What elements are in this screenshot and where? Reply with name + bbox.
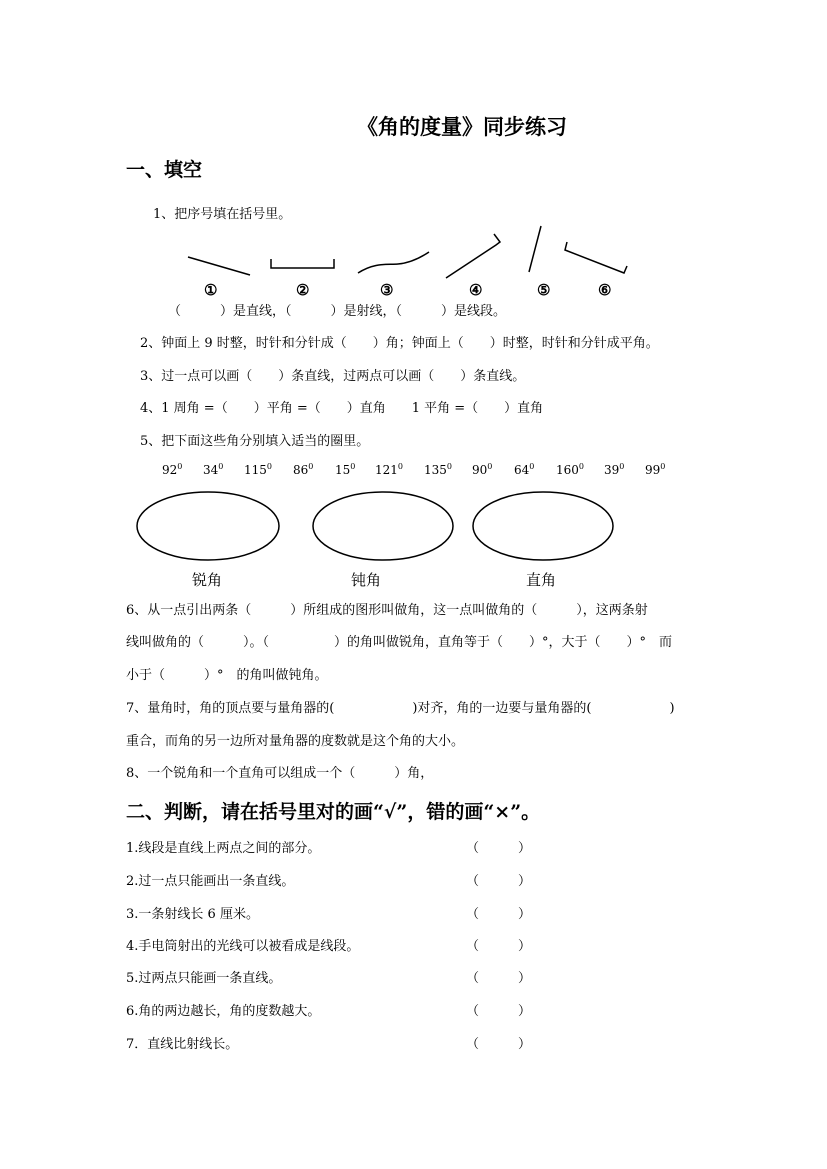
degree-value: $64^0$ [514, 462, 535, 477]
question-6-line2: 线叫做角的（ ）。（ ）的角叫做锐角，直角等于（ ）°，大于（ ）° 而 [126, 635, 673, 650]
judgment-item-7: 7．直线比射线长。 [126, 1037, 239, 1052]
figure-5-line [529, 226, 541, 272]
answer-paren[interactable]: （ ） [466, 1037, 532, 1052]
right-circle [473, 492, 613, 560]
figure-label-4: ④ [469, 281, 483, 299]
answer-paren[interactable]: （ ） [466, 939, 532, 954]
degree-value: $90^0$ [472, 462, 493, 477]
figure-4-ray [446, 234, 500, 278]
degree-value: $15^0$ [335, 462, 356, 477]
figure-label-3: ③ [380, 281, 394, 299]
degree-value: $92^0$ [162, 462, 183, 477]
figure-label-6: ⑥ [598, 281, 612, 299]
question-4: 4、1 周角 =（ ）平角 =（ ）直角 1 平角 =（ ）直角 [140, 401, 544, 416]
degree-value: $121^0$ [375, 462, 403, 477]
obtuse-circle [313, 492, 453, 560]
answer-paren[interactable]: （ ） [466, 907, 532, 922]
judgment-item-5: 5.过两点只能画一条直线。 [126, 971, 282, 986]
section1-heading: 一、填空 [126, 159, 203, 181]
q1-answer-line: （ ）是直线，（ ）是射线，（ ）是线段。 [168, 304, 507, 319]
degree-value: $160^0$ [556, 462, 584, 477]
figure-1-segment [188, 257, 250, 275]
obtuse-label: 钝角 [351, 571, 382, 589]
question-5-prompt: 5、把下面这些角分别填入适当的圈里。 [140, 434, 370, 449]
question-3: 3、过一点可以画（ ）条直线，过两点可以画（ ）条直线。 [140, 369, 526, 384]
degree-value: $135^0$ [424, 462, 452, 477]
question-6-line3: 小于（ ）° 的角叫做钝角。 [126, 668, 328, 683]
judgment-item-3: 3.一条射线长 6 厘米。 [126, 907, 259, 922]
figure-label-2: ② [296, 281, 310, 299]
question-6-line1: 6、从一点引出两条（ ）所组成的图形叫做角，这一点叫做角的（ ），这两条射 [126, 603, 648, 618]
answer-paren[interactable]: （ ） [466, 1004, 532, 1019]
line-figures [0, 0, 827, 300]
page-title: 《角的度量》同步练习 [357, 114, 567, 139]
degree-value: $99^0$ [645, 462, 666, 477]
figure-label-1: ① [204, 281, 218, 299]
right-angle-label: 直角 [526, 571, 557, 589]
question-7-line2: 重合，而角的另一边所对量角器的度数就是这个角的大小。 [126, 734, 465, 749]
degree-value: $34^0$ [203, 462, 224, 477]
question-8: 8、一个锐角和一个直角可以组成一个（ ）角， [126, 766, 434, 781]
figure-6-bracket-ray [565, 242, 627, 273]
degree-value: $39^0$ [604, 462, 625, 477]
figure-2-bracket [271, 259, 334, 268]
answer-paren[interactable]: （ ） [466, 841, 532, 856]
acute-label: 锐角 [192, 571, 223, 589]
judgment-item-4: 4.手电筒射出的光线可以被看成是线段。 [126, 939, 360, 954]
figure-label-5: ⑤ [537, 281, 551, 299]
question-2: 2、钟面上 9 时整，时针和分针成（ ）角；钟面上（ ）时整，时针和分针成平角。 [140, 336, 659, 351]
acute-circle [137, 492, 279, 560]
answer-paren[interactable]: （ ） [466, 971, 532, 986]
q1-prompt: 1、把序号填在括号里。 [153, 207, 292, 222]
judgment-item-1: 1.线段是直线上两点之间的部分。 [126, 841, 321, 856]
judgment-item-2: 2.过一点只能画出一条直线。 [126, 874, 295, 889]
degree-value: $115^0$ [244, 462, 272, 477]
question-7-line1: 7、量角时，角的顶点要与量角器的( )对齐，角的一边要与量角器的( ) [126, 701, 675, 716]
section2-heading: 二、判断，请在括号里对的画“√”，错的画“×”。 [126, 801, 541, 823]
sorting-circles [0, 480, 827, 570]
answer-paren[interactable]: （ ） [466, 874, 532, 889]
figure-3-curve [358, 252, 429, 273]
judgment-item-6: 6.角的两边越长，角的度数越大。 [126, 1004, 321, 1019]
degree-value: $86^0$ [293, 462, 314, 477]
